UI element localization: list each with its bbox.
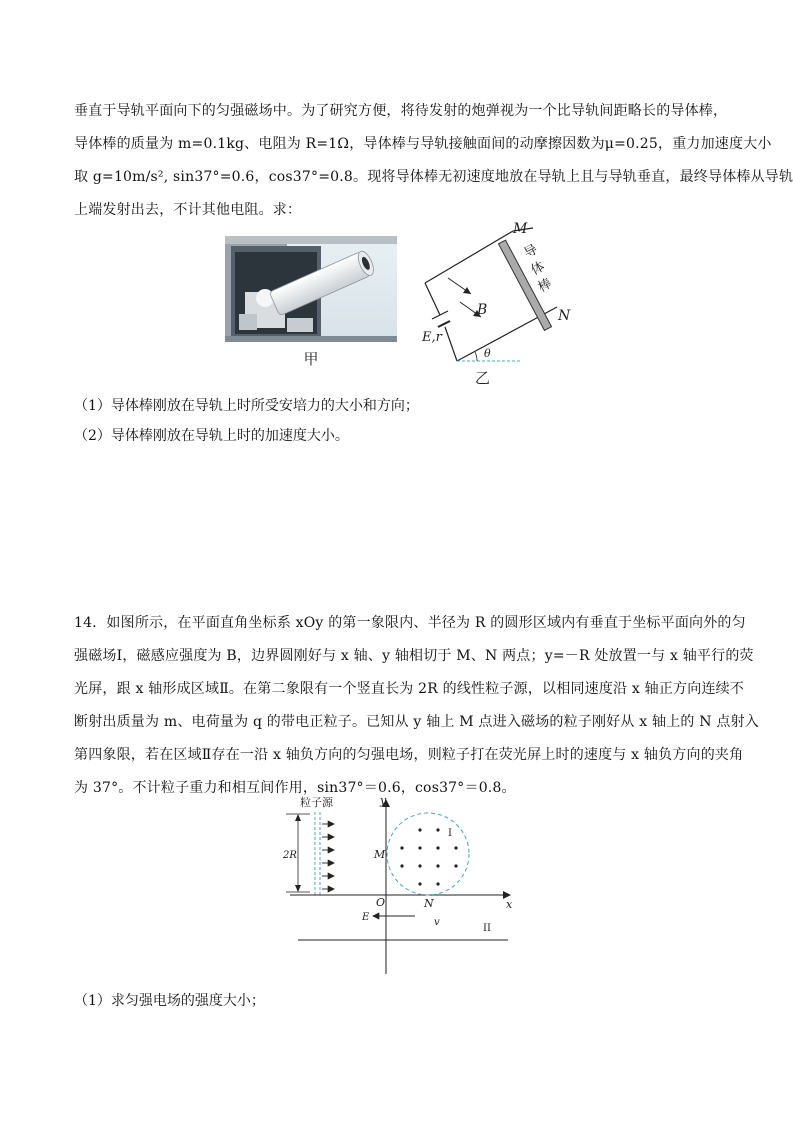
rod-label-1: 导 bbox=[521, 242, 541, 262]
q14-line: 14．如图所示，在平面直角坐标系 xOy 的第一象限内、半径为 R 的圆形区域内有垂直于坐标平面向外的匀 bbox=[74, 615, 746, 631]
label-M: M bbox=[374, 848, 386, 861]
label-region-I: I bbox=[448, 828, 452, 839]
rail-upper bbox=[425, 231, 513, 283]
label-Er: E,r bbox=[422, 330, 442, 345]
q13-line: 上端发射出去，不计其他电阻。求： bbox=[74, 202, 302, 218]
label-y: y bbox=[380, 794, 387, 807]
rod-label-3: 棒 bbox=[535, 276, 555, 296]
label-region-II: II bbox=[483, 923, 491, 934]
q14-line: 断射出质量为 m、电荷量为 q 的带电正粒子。已知从 y 轴上 M 点进入磁场的粒子刚好从 x 轴上的 N 点射入 bbox=[74, 714, 759, 730]
particle-source-label: 粒子源 bbox=[300, 796, 333, 809]
figure-jia-caption: 甲 bbox=[303, 350, 319, 368]
q14-question-1: （1）求匀强电场的强度大小； bbox=[74, 993, 265, 1009]
figure-q14 bbox=[270, 792, 520, 977]
figure-jia bbox=[225, 236, 397, 376]
q14-line: 光屏，跟 x 轴形成区域Ⅱ。在第二象限有一个竖直长为 2R 的线性粒子源，以相同速度沿 x 轴正方向连续不 bbox=[74, 681, 745, 697]
label-v: v bbox=[434, 917, 440, 928]
q13-question-1: （1）导体棒刚放在导轨上时所受安培力的大小和方向； bbox=[74, 398, 419, 414]
label-N: N bbox=[558, 308, 571, 324]
q13-line: 垂直于导轨平面向下的匀强磁场中。为了研究方便，将待发射的炮弹视为一个比导轨间距略长的导体棒， bbox=[74, 103, 728, 119]
rod-label-2: 体 bbox=[528, 259, 548, 279]
label-B: B bbox=[477, 302, 488, 318]
magnetic-field-region bbox=[387, 813, 469, 895]
q13-line: 取 g=10m/s², sin37°=0.6，cos37°=0.8。现将导体棒无初速度地放在导轨上且与导轨垂直，最终导体棒从导轨 bbox=[74, 169, 793, 185]
label-M: M bbox=[513, 221, 528, 237]
battery-plate-long bbox=[432, 311, 448, 319]
label-E: E bbox=[362, 912, 370, 923]
railgun-photo bbox=[225, 236, 397, 376]
q14-line: 强磁场Ⅰ，磁感应强度为 B，边界圆刚好与 x 轴、y 轴相切于 M、N 两点；y=－R 处放置一与 x 轴平行的荧 bbox=[74, 648, 754, 664]
label-x: x bbox=[506, 898, 513, 911]
label-theta: θ bbox=[484, 347, 491, 360]
q13-intro bbox=[74, 95, 793, 227]
label-2R: 2R bbox=[283, 850, 297, 861]
q14-intro bbox=[74, 607, 759, 805]
particle-velocity-arrows bbox=[322, 824, 334, 889]
q13-question-2: （2）导体棒刚放在导轨上时的加速度大小。 bbox=[74, 428, 349, 444]
q14-line: 第四象限，若在区域Ⅱ存在一沿 x 轴负方向的匀强电场，则粒子打在荧光屏上时的速度与 x 轴负方向的夹角 bbox=[74, 747, 744, 763]
q14-line: 为 37°。不计粒子重力和相互间作用，sin37°＝0.6，cos37°＝0.8。 bbox=[74, 780, 516, 796]
figure-yi bbox=[405, 215, 585, 390]
label-O: O bbox=[376, 896, 386, 909]
label-N: N bbox=[424, 897, 434, 910]
figure-yi-caption: 乙 bbox=[475, 369, 491, 387]
q13-line: 导体棒的质量为 m=0.1kg、电阻为 R=1Ω，导体棒与导轨接触面间的动摩擦因数为μ=0.25，重力加速度大小 bbox=[74, 136, 772, 152]
battery-plate-short bbox=[438, 321, 450, 327]
rail-diagram bbox=[405, 215, 585, 390]
coordinate-diagram bbox=[270, 792, 520, 977]
